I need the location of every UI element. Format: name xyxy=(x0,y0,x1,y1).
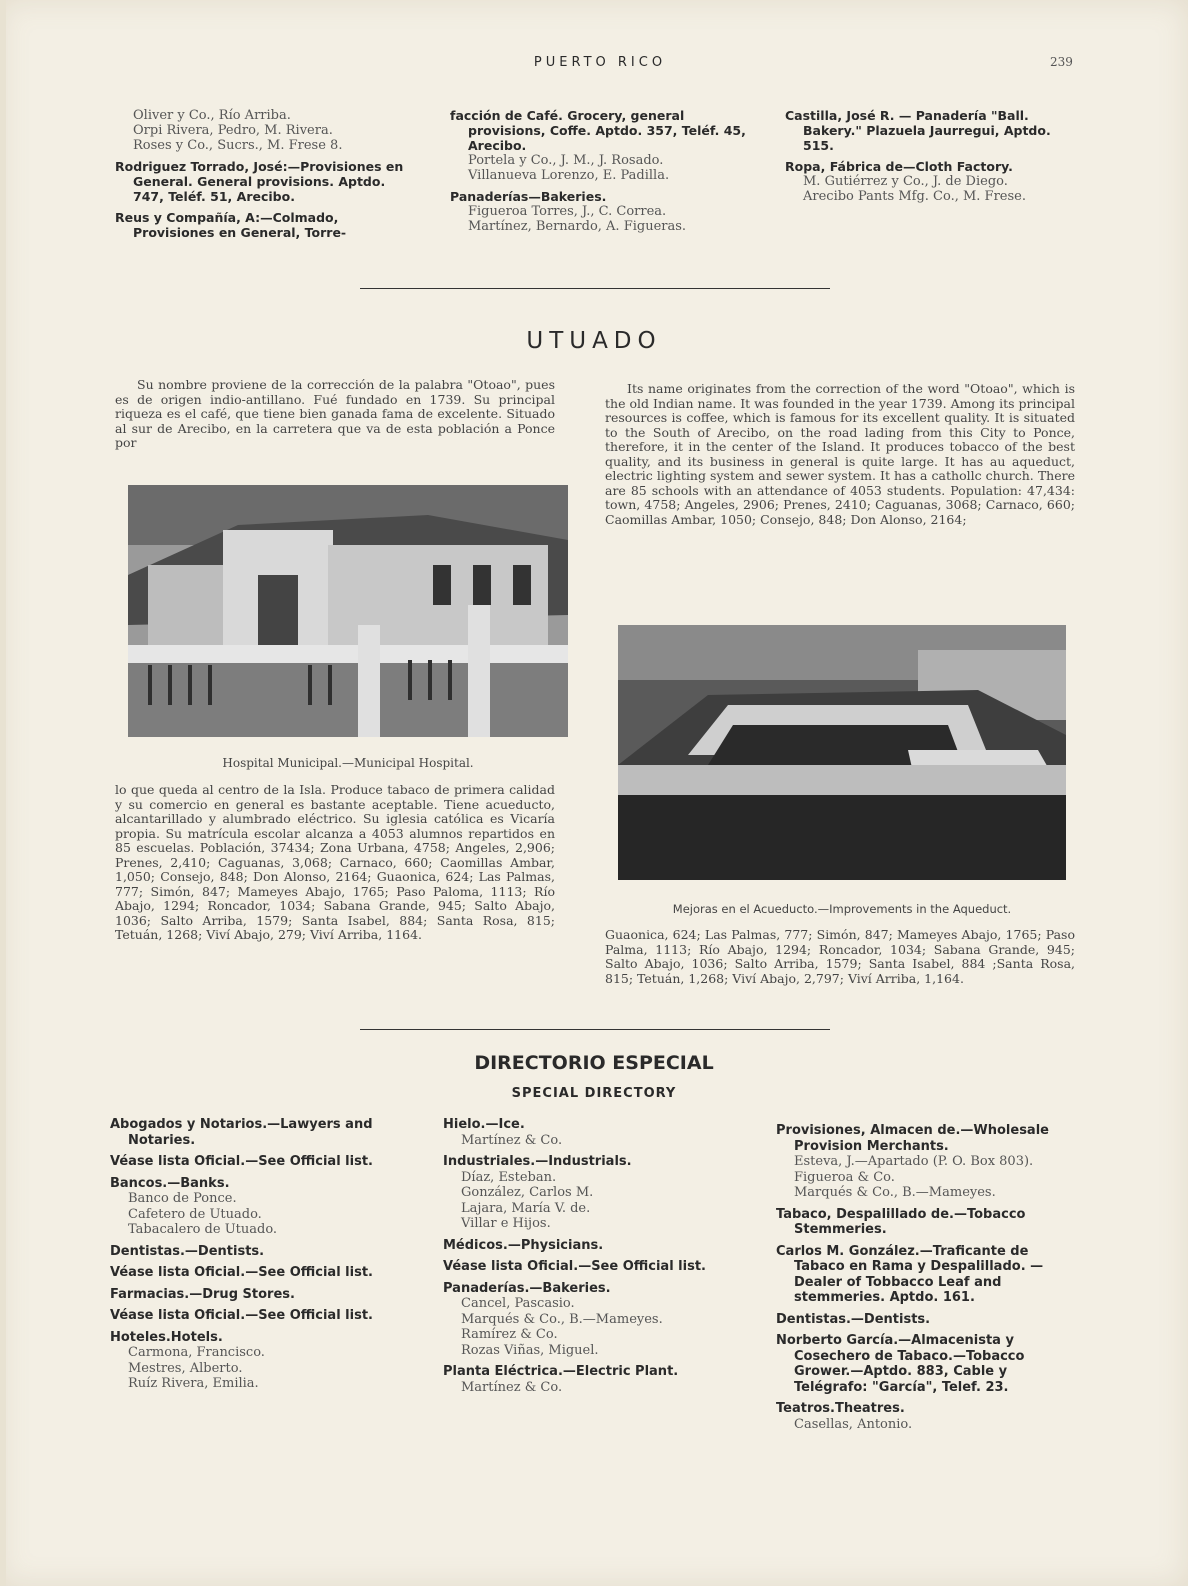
listing-entry: Martínez, Bernardo, A. Figueras. xyxy=(468,219,687,234)
listing-entry: Arecibo Pants Mfg. Co., M. Frese. xyxy=(803,189,1026,204)
directory-column-2 xyxy=(443,1117,743,1395)
listing-entry: Cancel, Pascasio. xyxy=(461,1296,575,1311)
listing-entry: Rozas Viñas, Miguel. xyxy=(461,1342,599,1358)
listing-entry: González, Carlos M. xyxy=(461,1185,594,1200)
listing-entry: Oliver y Co., Río Arriba. xyxy=(133,108,291,123)
listing-entry: M. Gutiérrez y Co., J. de Diego. xyxy=(803,174,1008,189)
listing-entry: Tabacalero de Utuado. xyxy=(128,1222,278,1237)
listing-heading: Teatros.Theatres. xyxy=(776,1401,905,1416)
section-title: UTUADO xyxy=(526,328,662,354)
top-listing-column-1 xyxy=(115,108,415,240)
top-listing-column-3 xyxy=(785,108,1080,204)
aqueduct-photo-caption: Mejoras en el Acueducto.—Improvements in the Aqueduct. xyxy=(672,902,1012,916)
listing-heading: Dentistas.—Dentists. xyxy=(776,1311,931,1327)
listing-entry: Cafetero de Utuado. xyxy=(128,1206,262,1222)
listing-entry: Villanueva Lorenzo, E. Padilla. xyxy=(468,168,670,183)
listing-heading: Tabaco, Despalillado de.—Tobacco Stemmeries. xyxy=(776,1206,1026,1237)
listing-entry: Esteva, J.—Apartado (P. O. Box 803). xyxy=(794,1154,1034,1169)
english-paragraph-1: Its name originates from the correction of the word "Otoao", which is the old Indian name. It was founded in the year 1739. Among its principal resources is coffee, which is famous for its excellent quality. It is situated to the South of Arecibo, on the road lading from this City to Ponce, therefore, it in the center of the Island. It produces tobacco of the best quality, and its business in general is quite large. It has au aqueduct, electric lighting system and sewer system. It has a cathollc church. There are 85 schools with an attendance of 4053 students. Population: 47,434: town, 4758; Angeles, 2906; Prenes, 2410; Caguanas, 3068; Carnaco, 660; Caomillas Ambar, 1050; Consejo, 848; Don Alonso, 2164; xyxy=(605,381,1075,527)
listing-heading: Bancos.—Banks. xyxy=(110,1175,230,1191)
divider-rule xyxy=(360,288,830,289)
listing-heading: Reus y Compañía, A:—Colmado, Provisiones en General, Torre- xyxy=(115,210,347,240)
listing-heading: Médicos.—Physicians. xyxy=(443,1237,604,1253)
page-number: 239 xyxy=(1050,55,1073,69)
listing-entry: Figueroa & Co. xyxy=(794,1169,895,1185)
listing-entry: Díaz, Esteban. xyxy=(461,1169,557,1185)
listing-entry: Ruíz Rivera, Emilia. xyxy=(128,1376,259,1391)
listing-entry: Carmona, Francisco. xyxy=(128,1345,265,1360)
listing-heading: Panaderías.—Bakeries. xyxy=(443,1280,611,1296)
listing-entry: Banco de Ponce. xyxy=(128,1191,237,1206)
listing-heading: Véase lista Oficial.—See Official list. xyxy=(110,1308,373,1323)
page-header xyxy=(0,55,1188,75)
listing-heading: Véase lista Oficial.—See Official list. xyxy=(110,1265,373,1280)
listing-heading: Farmacias.—Drug Stores. xyxy=(110,1286,295,1302)
listing-heading: Carlos M. González.—Traficante de Tabaco en Rama y Despalillado. —Dealer of Tobbacco Leaf and stemmeries. Aptdo. 161. xyxy=(776,1243,1044,1305)
hospital-photo xyxy=(128,485,568,737)
listing-heading: Panaderías—Bakeries. xyxy=(450,189,607,204)
listing-heading: Ropa, Fábrica de—Cloth Factory. xyxy=(785,159,1013,174)
listing-entry: Mestres, Alberto. xyxy=(128,1360,243,1376)
aqueduct-photo xyxy=(618,625,1066,880)
hospital-illustration xyxy=(128,485,568,737)
listing-entry: Martínez & Co. xyxy=(461,1379,563,1395)
listing-entry: Portela y Co., J. M., J. Rosado. xyxy=(468,153,664,168)
divider-rule-2 xyxy=(360,1029,830,1030)
listing-entry: Figueroa Torres, J., C. Correa. xyxy=(468,204,667,219)
listing-heading: Industriales.—Industrials. xyxy=(443,1154,632,1169)
listing-heading: facción de Café. Grocery, general provisions, Coffe. Aptdo. 357, Teléf. 45, Arecibo. xyxy=(450,108,746,153)
spanish-paragraph-1: Su nombre proviene de la corrección de la palabra "Otoao", pues es de origen indio-antillano. Fué fundado en 1739. Su principal riqueza es el café, que tiene bien ganada fama de excelente. Situado al sur de Arecibo, en la carretera que va de esta población a Ponce por xyxy=(115,377,555,450)
listing-heading: Norberto García.—Almacenista y Cosechero de Tabaco.—Tobacco Grower.—Aptdo. 883, Cable y Telégrafo: "García", Telef. 23. xyxy=(776,1333,1025,1395)
listing-heading: Planta Eléctrica.—Electric Plant. xyxy=(443,1364,679,1379)
listing-entry: Ramírez & Co. xyxy=(461,1327,558,1342)
listing-entry: Orpi Rivera, Pedro, M. Rivera. xyxy=(133,123,333,138)
directory-subtitle: SPECIAL DIRECTORY xyxy=(511,1086,677,1101)
listing-heading: Dentistas.—Dentists. xyxy=(110,1243,265,1259)
listing-entry: Marqués & Co., B.—Mameyes. xyxy=(461,1311,663,1327)
listing-entry: Marqués & Co., B.—Mameyes. xyxy=(794,1185,996,1200)
listing-entry: Lajara, María V. de. xyxy=(461,1200,591,1216)
listing-heading: Rodriguez Torrado, José:—Provisiones en General. General provisions. Aptdo. 747, Teléf. 51, Arecibo. xyxy=(115,159,404,204)
directory-column-3 xyxy=(776,1123,1076,1432)
listing-entry: Villar e Hijos. xyxy=(461,1216,551,1231)
listing-heading: Hoteles.Hotels. xyxy=(110,1329,223,1345)
spanish-paragraph-2: lo que queda al centro de la Isla. Produce tabaco de primera calidad y su comercio en general es bastante aceptable. Tiene acueducto, alcantarillado y alumbrado eléctrico. Su iglesia católica es Vicaría propia. Su matrícula escolar alcanza a 4053 alumnos repartidos en 85 escuelas. Población, 37434; Zona Urbana, 4758; Angeles, 2,906; Prenes, 2,410; Caguanas, 3,068; Carnaco, 660; Caomillas Ambar, 1,050; Consejo, 848; Don Alonso, 2164; Guaonica, 624; Las Palmas, 777; Simón, 847; Mameyes Abajo, 1765; Paso Paloma, 1113; Río Abajo, 1294; Roncador, 1034; Sabana Grande, 945; Salto Abajo, 1036; Salto Arriba, 1579; Santa Isabel, 884; Santa Rosa, 815; Tetuán, 1268; Viví Abajo, 279; Viví Arriba, 1164. xyxy=(115,782,555,942)
directory-column-1 xyxy=(110,1117,410,1392)
directory-title: DIRECTORIO ESPECIAL xyxy=(474,1052,714,1074)
top-listing-column-2 xyxy=(450,108,750,234)
listing-heading: Abogados y Notarios.—Lawyers and Notaries. xyxy=(110,1117,373,1148)
listing-entry: Martínez & Co. xyxy=(461,1132,563,1148)
listing-entry: Roses y Co., Sucrs., M. Frese 8. xyxy=(133,138,343,153)
listing-heading: Castilla, José R. — Panadería "Ball. Bakery." Plazuela Jaurregui, Aptdo. 515. xyxy=(785,108,1051,153)
listing-entry: Casellas, Antonio. xyxy=(794,1416,913,1432)
running-title: PUERTO RICO xyxy=(533,55,667,70)
listing-heading: Véase lista Oficial.—See Official list. xyxy=(443,1259,706,1274)
listing-heading: Hielo.—Ice. xyxy=(443,1117,525,1132)
listing-heading: Véase lista Oficial.—See Official list. xyxy=(110,1154,373,1169)
hospital-photo-caption: Hospital Municipal.—Municipal Hospital. xyxy=(222,756,474,770)
aqueduct-illustration xyxy=(618,625,1066,880)
english-paragraph-2: Guaonica, 624; Las Palmas, 777; Simón, 847; Mameyes Abajo, 1765; Paso Palma, 1113; Río Abajo, 1294; Roncador, 1034; Sabana Grande, 945; Salto Abajo, 1036; Salto Arriba, 1579; Santa Isabel, 884 ;Santa Rosa, 815; Tetuán, 1,268; Viví Abajo, 2,797; Viví Arriba, 1,164. xyxy=(605,927,1075,986)
listing-heading: Provisiones, Almacen de.—Wholesale Provision Merchants. xyxy=(776,1123,1049,1154)
